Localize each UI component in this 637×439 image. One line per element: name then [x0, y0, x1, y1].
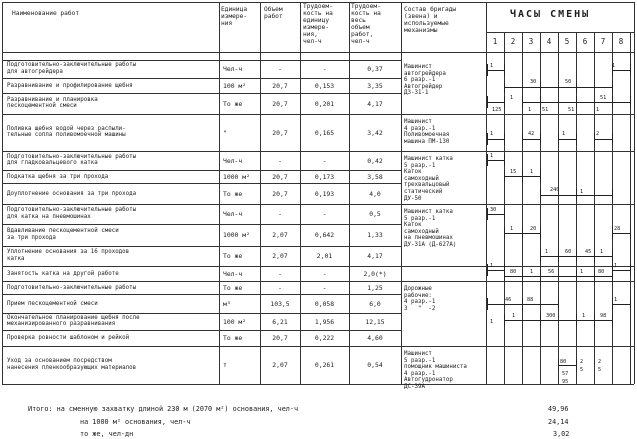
gantt-tick	[522, 96, 523, 108]
grid-line	[401, 263, 634, 269]
grid-line	[2, 330, 401, 331]
gantt-tick	[630, 298, 631, 310]
gantt-tick	[504, 81, 505, 93]
gantt-tick	[504, 96, 505, 108]
gantt-tick	[504, 208, 505, 220]
grid-line	[2, 224, 401, 225]
gantt-bar	[612, 270, 630, 271]
grid-line	[594, 32, 595, 384]
gantt-label: 2	[598, 359, 602, 365]
header-labor-unit: Трудоем- кость на единицу измере- ния, чел-ч	[303, 3, 333, 45]
gantt-tick	[540, 314, 541, 326]
row-labor-total: 3,58	[367, 172, 383, 181]
gantt-tick	[612, 298, 613, 310]
gantt-tick	[504, 270, 505, 282]
row-volume: 20,7	[272, 334, 288, 342]
row-labor-total: 1,25	[367, 283, 383, 292]
row-volume: 20,7	[272, 99, 288, 108]
gantt-label: 240	[550, 187, 560, 193]
gantt-bar	[540, 102, 576, 103]
hour-7: 7	[600, 37, 606, 46]
row-volume: -	[278, 156, 282, 165]
gantt-tick	[540, 189, 541, 201]
gantt-bar	[576, 102, 612, 103]
gantt-tick	[576, 314, 577, 326]
gantt-bar	[612, 102, 630, 103]
footer-days-label: то же, чел-дн	[80, 430, 134, 438]
row-labor-total: 4,60	[367, 334, 383, 342]
row-labor-unit: 0,261	[314, 361, 335, 369]
gantt-tick	[612, 264, 613, 276]
gantt-bar	[504, 87, 540, 88]
header-unit: Единица измере- ния	[221, 6, 248, 27]
row-unit: Чел-ч	[223, 210, 243, 218]
row-volume: -	[278, 283, 282, 292]
gantt-label: 60	[565, 249, 572, 255]
gantt-bar	[504, 176, 522, 177]
gantt-label: 1	[614, 263, 618, 269]
gantt-label: 1	[510, 95, 514, 101]
gantt-label: 51	[600, 95, 607, 101]
crew-cell: Машинист 5 разр.-1 помощник машиниста 4 разр.-1 Автогудронатор ДС-39А	[404, 351, 467, 390]
gantt-bar	[487, 160, 504, 161]
grid-line	[401, 114, 634, 115]
row-name: Доуплотнение основания за три прохода	[7, 190, 137, 197]
gantt-tick	[612, 96, 613, 108]
gantt-tick	[576, 189, 577, 201]
gantt-tick	[594, 133, 595, 145]
gantt-label: 57	[562, 371, 569, 377]
gantt-label: 80	[510, 269, 517, 275]
row-volume: -	[278, 65, 282, 73]
row-unit: То же	[223, 189, 243, 198]
row-labor-unit: 0,193	[314, 189, 335, 198]
row-labor-unit: -	[322, 156, 327, 165]
gantt-tick	[504, 154, 505, 166]
gantt-bar	[612, 304, 630, 305]
grid-line	[634, 2, 635, 384]
gantt-tick	[487, 208, 488, 220]
gantt-tick	[522, 270, 523, 282]
gantt-tick	[540, 270, 541, 282]
gantt-tick	[487, 133, 488, 145]
gantt-bar	[558, 256, 576, 257]
gantt-tick	[630, 64, 631, 76]
gantt-tick	[522, 227, 523, 239]
row-unit: т	[223, 361, 227, 369]
row-volume: 20,7	[272, 172, 288, 181]
grid-line	[401, 2, 402, 384]
gantt-tick	[504, 227, 505, 239]
row-labor-total: 1,33	[367, 231, 383, 239]
gantt-tick	[594, 314, 595, 326]
row-labor-total: 0,42	[367, 156, 383, 165]
gantt-tick	[558, 298, 559, 310]
row-labor-unit: -	[322, 269, 327, 278]
gantt-label: 80	[560, 359, 567, 365]
row-labor-unit: 0,222	[314, 334, 335, 342]
gantt-label: 95	[562, 379, 569, 385]
row-labor-unit: -	[322, 65, 327, 73]
row-unit: м³	[223, 299, 231, 308]
gantt-label: 1	[562, 131, 566, 137]
row-unit: 1000 м²	[223, 172, 250, 181]
gantt-label: 1	[512, 313, 516, 319]
gantt-tick	[540, 133, 541, 145]
gantt-label: 1	[490, 319, 494, 325]
gantt-tick	[594, 250, 595, 262]
gantt-label: 1	[490, 153, 494, 159]
gantt-tick	[612, 81, 613, 93]
gantt-bar	[487, 270, 504, 271]
gantt-label: 45	[585, 249, 592, 255]
gantt-bar	[522, 276, 540, 277]
gantt-bar	[522, 176, 540, 177]
gantt-tick	[522, 170, 523, 182]
gantt-bar	[522, 304, 558, 305]
row-labor-unit: 0,058	[314, 299, 335, 308]
gantt-tick	[612, 227, 613, 239]
hours-title: ЧАСЫ СМЕНЫ	[510, 9, 591, 20]
row-name: Поливка щебня водой через распыли- тельные сопла поливомоечной машины	[7, 125, 126, 139]
grid-line	[2, 346, 401, 347]
gantt-label: 30	[530, 79, 537, 85]
gantt-tick	[558, 133, 559, 145]
gantt-bar	[540, 276, 576, 277]
row-volume: 2,07	[272, 231, 288, 239]
gantt-tick	[487, 96, 488, 108]
row-name: Уплотнение основания за 16 проходов катка	[7, 249, 130, 262]
gantt-tick	[504, 170, 505, 182]
row-labor-unit: 0,165	[314, 128, 335, 137]
header-name: Наименование работ	[12, 10, 80, 17]
hour-2: 2	[510, 37, 516, 46]
gantt-tick	[540, 170, 541, 182]
gantt-label: 1	[490, 63, 494, 69]
gantt-label: 1	[510, 226, 514, 232]
grid-line	[2, 204, 401, 205]
crew-cell: Машинист катка 5 разр.-1 Каток самоходный на пневмошинах ДУ-31А (Д-627А)	[404, 209, 457, 248]
gantt-tick	[576, 96, 577, 108]
hour-5: 5	[564, 37, 570, 46]
footer-per1000-label: на 1000 м² основания, чел-ч	[80, 418, 191, 426]
grid-line	[2, 294, 401, 295]
gantt-tick	[540, 96, 541, 108]
gantt-label: 88	[527, 297, 534, 303]
gantt-bar	[487, 304, 522, 305]
gantt-tick	[630, 96, 631, 108]
row-name: Окончательное планирование щебня после механизированного разравнивания	[7, 314, 140, 328]
row-labor-total: 0,37	[367, 65, 383, 73]
grid-line	[2, 93, 401, 94]
hour-3: 3	[528, 37, 534, 46]
row-labor-total: 6,0	[369, 299, 381, 308]
hour-8: 8	[618, 37, 624, 46]
gantt-tick	[522, 298, 523, 310]
gantt-tick	[612, 133, 613, 145]
row-unit: Чел-ч	[223, 65, 243, 73]
gantt-bar	[594, 139, 612, 140]
row-name: Разравнивание и планировка пескоцементной смеси	[7, 96, 98, 110]
grid-line	[2, 170, 401, 171]
gantt-tick	[487, 64, 488, 76]
gantt-bar	[576, 276, 594, 277]
grid-line	[522, 32, 523, 384]
gantt-bar	[487, 139, 504, 140]
gantt-tick	[594, 270, 595, 282]
gantt-label: 30	[490, 207, 497, 213]
gantt-bar	[487, 70, 504, 71]
row-labor-total: 4,17	[367, 252, 383, 260]
grid-line	[2, 2, 634, 3]
gantt-tick	[612, 314, 613, 326]
grid-line	[2, 183, 401, 184]
row-name: Подкатка щебня за три прохода	[7, 173, 109, 180]
gantt-tick	[576, 81, 577, 93]
gantt-bar	[594, 320, 612, 321]
gantt-label: 1	[614, 297, 618, 303]
gantt-tick	[540, 227, 541, 239]
grid-line	[2, 114, 401, 115]
gantt-tick	[612, 189, 613, 201]
gantt-tick	[576, 270, 577, 282]
gantt-label: 5	[598, 367, 602, 373]
gantt-tick	[487, 298, 488, 310]
gantt-label: 51	[568, 107, 575, 113]
gantt-bar	[576, 256, 594, 257]
grid-line	[2, 246, 401, 247]
gantt-bar	[540, 320, 576, 321]
gantt-label: 2	[580, 359, 584, 365]
gantt-bar	[612, 233, 630, 234]
gantt-tick	[558, 359, 559, 371]
gantt-bar	[612, 70, 630, 71]
row-unit: 100 м²	[223, 81, 247, 90]
gantt-tick	[487, 264, 488, 276]
grid-line	[2, 78, 401, 79]
row-labor-unit: -	[322, 283, 327, 292]
gantt-label: 1	[545, 249, 549, 255]
row-name: Разравнивание и профилирование щебня	[7, 82, 133, 89]
row-labor-total: 3,35	[367, 81, 383, 90]
gantt-label: 1	[596, 107, 600, 113]
gantt-label: 1	[580, 269, 584, 275]
grid-line	[401, 151, 634, 152]
row-volume: 2,07	[272, 361, 288, 369]
footer-total-label: Итого: на сменную захватку длиной 230 м (2070 м²) основания, чел-ч	[28, 405, 299, 413]
crew-cell: Дорожные рабочие: 4 разр.-1 3 " -2	[404, 286, 436, 312]
row-unit: 100 м²	[223, 317, 247, 326]
row-name: Подготовительно-заключительные работы для катка на пневмошинах	[7, 207, 137, 220]
gantt-tick	[504, 64, 505, 76]
gantt-label: 51	[542, 107, 549, 113]
gantt-bar	[487, 102, 504, 103]
gantt-tick	[540, 81, 541, 93]
gantt-tick	[558, 250, 559, 262]
row-name: Вдавливание пескоцементной смеси за три прохода	[7, 228, 119, 241]
row-labor-total: 12,15	[365, 317, 385, 326]
row-labor-unit: 1,956	[314, 317, 335, 326]
row-unit: Чел-ч	[223, 156, 243, 165]
gantt-label: 42	[528, 131, 535, 137]
gantt-bar	[594, 276, 612, 277]
grid-line	[401, 204, 634, 205]
grid-line	[2, 52, 634, 53]
gantt-tick	[504, 314, 505, 326]
gantt-tick	[576, 359, 577, 371]
grid-line	[401, 281, 634, 282]
row-volume: -	[278, 269, 282, 278]
row-name: Уход за основанием посредством нанесения пленкообразующих материалов	[7, 358, 137, 371]
row-labor-total: 3,42	[367, 128, 383, 137]
gantt-tick	[630, 264, 631, 276]
row-name: Проверка ровности шаблоном и рейкой	[7, 335, 130, 341]
row-labor-unit: 0,153	[314, 81, 335, 90]
row-unit: То же	[223, 99, 243, 108]
gantt-label: 1	[490, 263, 494, 269]
row-unit: "	[223, 128, 227, 137]
gantt-label: 1	[580, 189, 584, 195]
gantt-label: 28	[614, 226, 621, 232]
header-labor-total: Трудоем- кость на весь объем работ, чел-ч	[351, 3, 381, 45]
gantt-bar	[522, 139, 540, 140]
row-volume: 103,5	[270, 299, 290, 308]
gantt-label: 98	[600, 313, 607, 319]
row-name: Занятость катка на другой работе	[7, 270, 119, 277]
row-unit: 1000 м²	[223, 231, 250, 239]
gantt-label: 56	[548, 269, 555, 275]
row-volume: 20,7	[272, 81, 288, 90]
gantt-label: 300	[546, 313, 556, 319]
row-labor-unit: 0,642	[314, 231, 335, 239]
crew-cell: Машинист 4 разр.-1 Поливомоечная машина ПМ-130	[404, 119, 450, 145]
gantt-label: 1	[600, 249, 604, 255]
hour-4: 4	[546, 37, 552, 46]
row-name: Подготовительно-заключительные работы	[7, 284, 137, 291]
row-unit: То же	[223, 334, 243, 342]
row-volume: 20,7	[272, 128, 288, 137]
gantt-label: 1	[530, 169, 534, 175]
row-unit: То же	[223, 283, 243, 292]
gantt-label: 1	[582, 313, 586, 319]
grid-line	[401, 346, 634, 347]
footer-per1000-value: 24,14	[548, 418, 569, 426]
row-volume: 20,7	[272, 189, 288, 198]
grid-line	[630, 32, 631, 384]
row-volume: 6,21	[272, 317, 288, 326]
gantt-label: 20	[530, 226, 537, 232]
gantt-label: 80	[598, 269, 605, 275]
gantt-label: 1	[530, 269, 534, 275]
grid-line	[2, 266, 401, 267]
gantt-bar	[594, 256, 612, 257]
row-labor-unit: -	[322, 210, 327, 218]
gantt-tick	[576, 250, 577, 262]
row-labor-unit: 0,173	[314, 172, 335, 181]
gantt-bar	[576, 87, 612, 88]
gantt-bar	[504, 320, 540, 321]
gantt-tick	[540, 250, 541, 262]
gantt-label: 1	[528, 107, 532, 113]
row-labor-unit: 0,201	[314, 99, 335, 108]
gantt-label: 50	[565, 79, 572, 85]
gantt-tick	[612, 250, 613, 262]
gantt-bar	[558, 139, 576, 140]
row-labor-total: 2,0(*)	[363, 269, 387, 278]
grid-line	[2, 60, 401, 61]
row-unit: То же	[223, 252, 243, 260]
row-name: Подготовительно-заключительные работы для автогрейдера	[7, 62, 137, 75]
hour-1: 1	[492, 37, 498, 46]
grid-line	[558, 32, 559, 384]
crew-cell: Машинист катка 5 разр.-1 Каток самоходный трехвальцовый статический ДУ-50	[404, 156, 453, 202]
row-name: Прием пескоцементной смеси	[7, 300, 98, 307]
crew-cell: Машинист автогрейдера 6 разр.-1 Автогрейдер ДЗ-31-1	[404, 64, 446, 97]
footer-days-value: 3,02	[553, 430, 570, 438]
gantt-label: 15	[510, 169, 517, 175]
row-labor-total: 4,17	[367, 99, 383, 108]
grid-line	[486, 32, 634, 33]
row-labor-total: 0,5	[369, 210, 381, 218]
row-labor-total: 4,0	[369, 189, 381, 198]
gantt-tick	[504, 133, 505, 145]
gantt-bar	[487, 214, 504, 215]
grid-line	[2, 281, 401, 282]
row-name: Подготовительно-заключительные работы для гладковальцевого катка	[7, 153, 137, 167]
gantt-label: 125	[492, 107, 502, 113]
hour-6: 6	[582, 37, 588, 46]
gantt-label: 1	[490, 131, 494, 137]
row-unit: Чел-ч	[223, 269, 243, 278]
gantt-bar	[522, 233, 540, 234]
gantt-label: 1	[612, 63, 616, 69]
gantt-bar	[540, 256, 558, 257]
gantt-label: 5	[580, 367, 584, 373]
gantt-bar	[576, 320, 594, 321]
gantt-bar	[522, 102, 540, 103]
gantt-label: 46	[505, 297, 512, 303]
gantt-bar	[504, 233, 522, 234]
gantt-tick	[487, 154, 488, 166]
header-crew: Состав бригады (звена) и используемые механизмы	[404, 6, 457, 34]
header-volume: Объем работ	[264, 6, 283, 20]
row-volume: -	[278, 210, 282, 218]
gantt-bar	[504, 276, 522, 277]
gantt-tick	[630, 227, 631, 239]
gantt-bar	[540, 87, 576, 88]
gantt-label: 2	[596, 131, 600, 137]
grid-line	[2, 151, 401, 152]
grid-line	[2, 384, 401, 385]
gantt-tick	[522, 133, 523, 145]
gantt-bar	[540, 195, 576, 196]
row-labor-unit: 2,01	[316, 252, 333, 260]
footer-total-value: 49,96	[548, 405, 569, 413]
row-labor-total: 0,54	[367, 361, 383, 369]
gantt-tick	[576, 133, 577, 145]
row-volume: 2,07	[272, 252, 288, 260]
